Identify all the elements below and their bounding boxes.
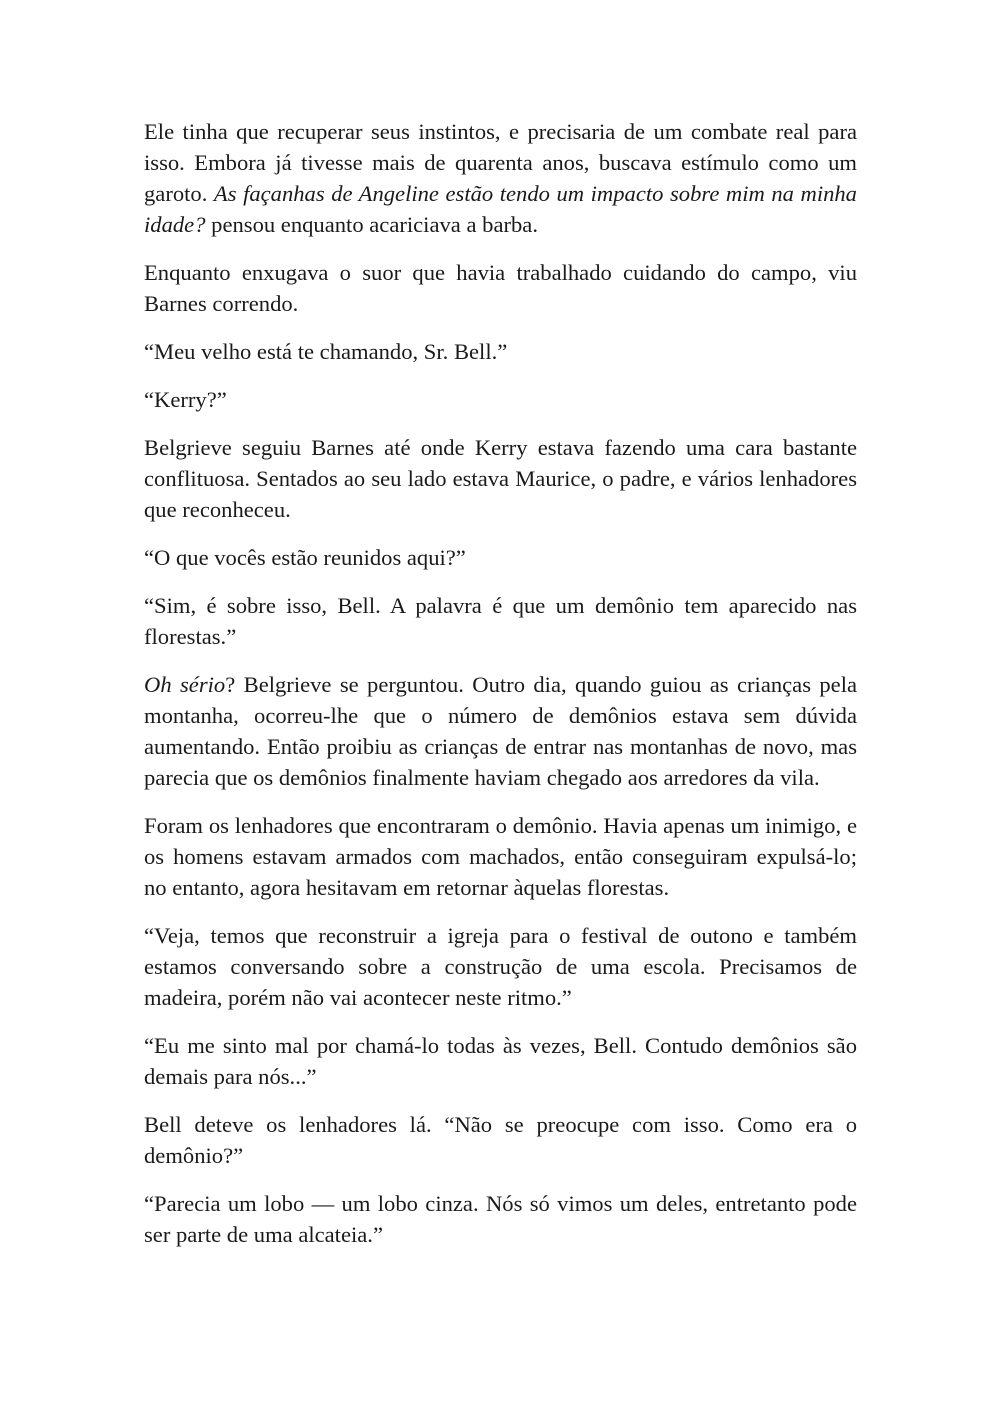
paragraph [144, 810, 857, 903]
paragraph [144, 116, 857, 240]
paragraph-text: Bell deteve os lenhadores lá. “Não se preocupe com isso. Como era o demônio?” [144, 1112, 857, 1168]
paragraph [144, 257, 857, 319]
dialogue-line [144, 384, 857, 415]
paragraph-text: Foram os lenhadores que encontraram o demônio. Havia apenas um inimigo, e os homens estavam armados com machados, então conseguiram expulsá-lo; no entanto, agora hesitavam em retornar àquelas florestas. [144, 813, 857, 900]
dialogue-line [144, 1030, 857, 1092]
paragraph-text: “Parecia um lobo — um lobo cinza. Nós só vimos um deles, entretanto pode ser parte de uma alcateia.” [144, 1191, 857, 1247]
paragraph [144, 1109, 857, 1171]
paragraph-text: “Meu velho está te chamando, Sr. Bell.” [144, 339, 508, 364]
document-page [144, 116, 857, 1267]
dialogue-line [144, 336, 857, 367]
dialogue-line [144, 542, 857, 573]
dialogue-line [144, 590, 857, 652]
dialogue-line [144, 920, 857, 1013]
paragraph-text: “Sim, é sobre isso, Bell. A palavra é que um demônio tem aparecido nas florestas.” [144, 593, 857, 649]
paragraph [144, 669, 857, 793]
paragraph-text: Enquanto enxugava o suor que havia trabalhado cuidando do campo, viu Barnes correndo. [144, 260, 857, 316]
paragraph-text: pensou enquanto acariciava a barba. [205, 212, 538, 237]
paragraph-text: “O que vocês estão reunidos aqui?” [144, 545, 466, 570]
paragraph-text: “Veja, temos que reconstruir a igreja para o festival de outono e também estamos conversando sobre a construção de uma escola. Precisamos de madeira, porém não vai acontecer neste ritmo.” [144, 923, 857, 1010]
paragraph-italic-text: Oh sério [144, 672, 226, 697]
paragraph-text: ? Belgrieve se perguntou. Outro dia, quando guiou as crianças pela montanha, ocorreu-lhe que o número de demônios estava sem dúvida aumentando. Então proibiu as crianças de entrar nas montanhas de novo, mas parecia que os demônios finalmente haviam chegado aos arredores da vila. [144, 672, 858, 790]
paragraph-italic-text: As façanhas de Angeline estão tendo um impacto sobre mim na minha idade? [144, 181, 857, 237]
paragraph-text: Belgrieve seguiu Barnes até onde Kerry estava fazendo uma cara bastante conflituosa. Sentados ao seu lado estava Maurice, o padre, e vários lenhadores que reconheceu. [144, 435, 857, 522]
dialogue-line [144, 1188, 857, 1250]
paragraph [144, 432, 857, 525]
paragraph-text: Ele tinha que recuperar seus instintos, e precisaria de um combate real para isso. Embora já tivesse mais de quarenta anos, buscava estímulo como um garoto. [144, 119, 857, 206]
paragraph-text: “Kerry?” [144, 387, 227, 412]
paragraph-text: “Eu me sinto mal por chamá-lo todas às vezes, Bell. Contudo demônios são demais para nós...” [144, 1033, 857, 1089]
